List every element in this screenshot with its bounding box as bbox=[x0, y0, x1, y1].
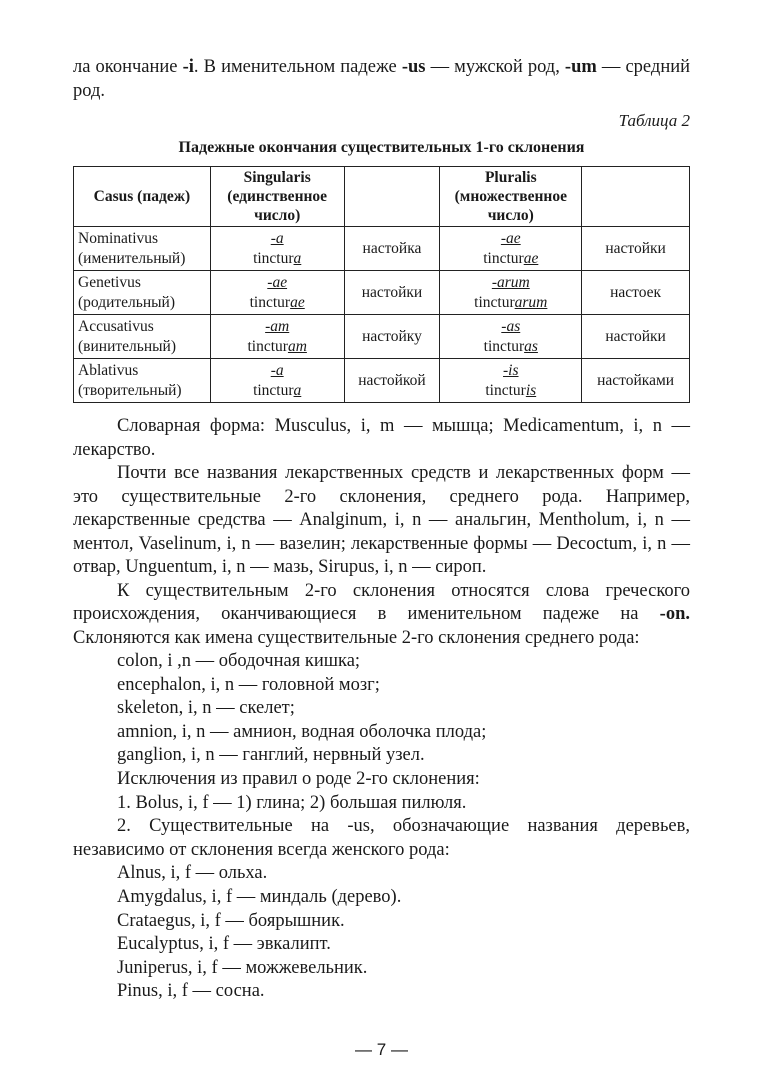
dictionary-form-paragraph: Словарная форма: Musculus, i, m — мышца; Medicamentum, i, n — лекарство. bbox=[73, 416, 690, 460]
declension-table bbox=[73, 166, 690, 403]
list-item: encephalon, i, n — головной мозг; bbox=[117, 674, 380, 695]
header-casus: Casus (падеж) bbox=[74, 167, 211, 227]
exception-1: 1. Bolus, i, f — 1) глина; 2) большая пилюля. bbox=[117, 792, 467, 813]
table-header-row bbox=[74, 167, 690, 227]
exceptions-title: Исключения из правил о роде 2-го склонения: bbox=[117, 768, 480, 789]
table-row bbox=[74, 315, 690, 359]
plural-translation-cell: настойками bbox=[582, 359, 690, 403]
singular-translation-cell: настойку bbox=[344, 315, 440, 359]
ending-us: -us bbox=[401, 57, 426, 77]
case-cell: Accusativus (винительный) bbox=[74, 315, 211, 359]
table-label: Таблица 2 bbox=[618, 111, 690, 130]
plural-translation-cell: настойки bbox=[582, 315, 690, 359]
header-singularis: Singularis (единственное число) bbox=[210, 167, 344, 227]
plural-translation-cell: настойки bbox=[582, 227, 690, 271]
ending-on: -on. bbox=[659, 604, 690, 624]
page-number: — 7 — bbox=[355, 1040, 408, 1059]
header-pluralis: Pluralis (множественное число) bbox=[440, 167, 582, 227]
singular-ending-cell: -ae tincturae bbox=[210, 271, 344, 315]
plural-ending-cell: -arum tincturarum bbox=[440, 271, 582, 315]
intro-text-2: . В именительном падеже bbox=[193, 57, 402, 77]
list-item: skeleton, i, n — скелет; bbox=[117, 698, 295, 719]
drugs-paragraph: Почти все названия лекарственных средств и лекарственных форм — это существительные 2-го склонения, среднего рода. Например, лекарственные средства — Analginum, i, n — анальгин, Mentholum, i, n — ментол, Vaselinum, i, n — вазелин; лекарственные формы — Decoctum, i, n — отвар, Unguentum, i, n — мазь, Sirupus, i, n — сироп. bbox=[73, 463, 690, 577]
case-cell: Genetivus (родительный) bbox=[74, 271, 211, 315]
list-item: colon, i ,n — ободочная кишка; bbox=[117, 651, 361, 671]
table-title: Падежные окончания существительных 1-го склонения bbox=[178, 139, 585, 156]
list-item: ganglion, i, n — ганглий, нервный узел. bbox=[117, 745, 425, 766]
plural-ending-cell: -is tincturis bbox=[440, 359, 582, 403]
intro-text-3: — мужской род, bbox=[425, 57, 565, 77]
case-cell: Ablativus (творительный) bbox=[74, 359, 211, 403]
list-item: Pinus, i, f — сосна. bbox=[117, 981, 265, 1002]
header-empty-1 bbox=[344, 167, 440, 227]
plural-ending-cell: -ae tincturae bbox=[440, 227, 582, 271]
singular-ending-cell: -am tincturam bbox=[210, 315, 344, 359]
intro-text-1: ла окончание bbox=[73, 57, 183, 77]
ending-um: -um bbox=[564, 57, 597, 77]
list-item: Crataegus, i, f — боярышник. bbox=[117, 910, 345, 931]
ending-i: -i bbox=[182, 57, 194, 77]
intro-paragraph bbox=[73, 56, 690, 103]
list-item: amnion, i, n — амнион, водная оболочка плода; bbox=[117, 721, 487, 742]
list-item: Alnus, i, f — ольха. bbox=[117, 863, 268, 884]
header-empty-2 bbox=[582, 167, 690, 227]
body-text bbox=[73, 415, 690, 1004]
singular-translation-cell: настойка bbox=[344, 227, 440, 271]
intro-text-4: — средний род. bbox=[73, 57, 691, 101]
plural-translation-cell: настоек bbox=[582, 271, 690, 315]
singular-translation-cell: настойкой bbox=[344, 359, 440, 403]
exception-2: 2. Существительные на -us, обозначающие названия деревьев, независимо от склонения всегда женского рода: bbox=[73, 816, 690, 860]
list-item: Juniperus, i, f — можжевельник. bbox=[117, 957, 368, 978]
list-item: Amygdalus, i, f — миндаль (дерево). bbox=[117, 886, 402, 907]
greek-paragraph: К существительным 2-го склонения относятся слова греческого происхождения, оканчивающиеся в именительном падеже на -on. Склоняются как имена существительные 2-го склонения среднего рода: bbox=[73, 580, 690, 648]
table-row bbox=[74, 271, 690, 315]
singular-ending-cell: -a tinctura bbox=[210, 359, 344, 403]
plural-ending-cell: -as tincturas bbox=[440, 315, 582, 359]
list-item: Eucalyptus, i, f — эвкалипт. bbox=[117, 934, 331, 955]
singular-translation-cell: настойки bbox=[344, 271, 440, 315]
table-row bbox=[74, 359, 690, 403]
case-cell: Nominativus (именительный) bbox=[74, 227, 211, 271]
singular-ending-cell: -a tinctura bbox=[210, 227, 344, 271]
table-row bbox=[74, 227, 690, 271]
